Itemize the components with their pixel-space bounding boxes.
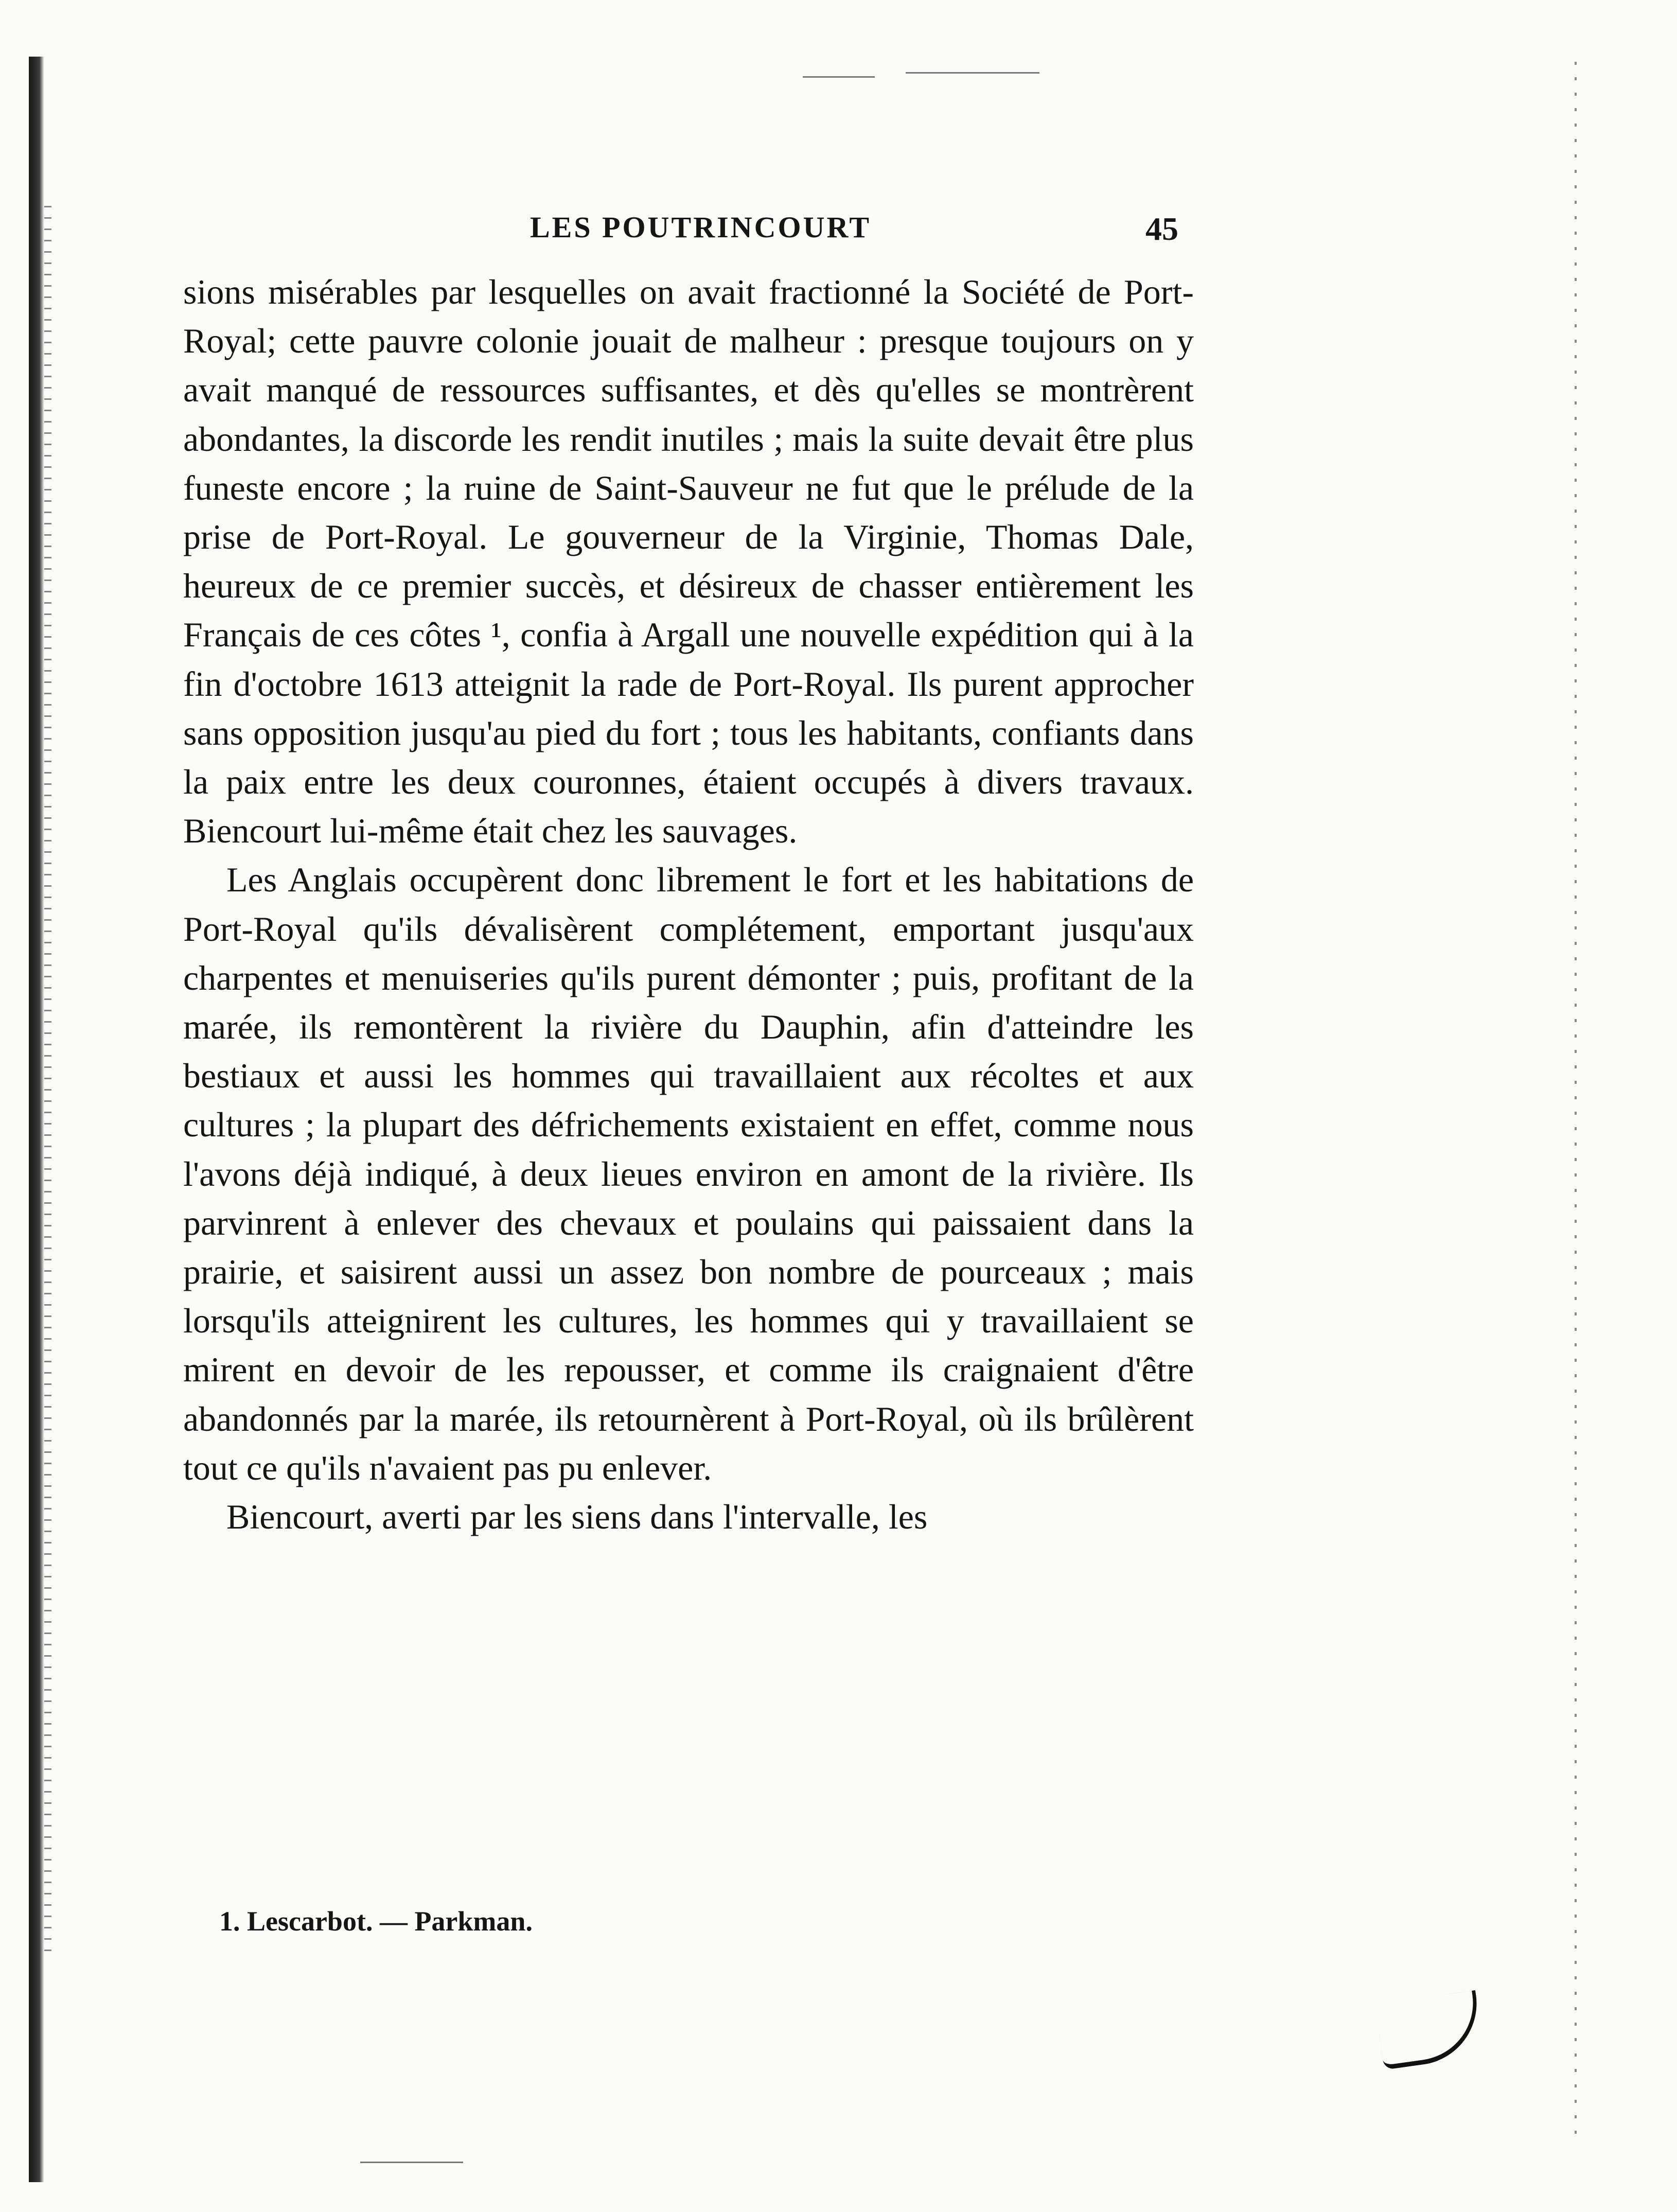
book-spine-shadow (29, 57, 44, 2182)
scan-mark (906, 72, 1039, 74)
body-text (183, 268, 1194, 1541)
spine-edge-fringe (44, 206, 51, 1956)
footnote: 1. Lescarbot. — Parkman. (219, 1906, 533, 1937)
paragraph-2: Les Anglais occupèrent donc librement le fort et les habitations de Port-Royal qu'ils dévalisèrent complétement, emportant jusqu'aux charpentes et menuiseries qu'ils purent démonter ; puis, profitant de la marée, ils remontèrent la rivière du Dauphin, afin d'atteindre les bestiaux et aussi les hommes qui travaillaient aux récoltes et aux cultures ; la plupart des défrichements existaient en effet, comme nous l'avons déjà indiqué, à deux lieues environ en amont de la rivière. Ils parvinrent à enlever des chevaux et poulains qui paissaient dans la prairie, et saisirent aussi un assez bon nombre de pourceaux ; mais lorsqu'ils atteignirent les cultures, les hommes qui y travaillaient se mirent en devoir de les repousser, et comme ils craignaient d'être abandonnés par la marée, ils retournèrent à Port-Royal, où ils brûlèrent tout ce qu'ils n'avaient pas pu enlever. (183, 860, 1194, 1487)
scan-mark (360, 2162, 463, 2163)
page-right-edge (1575, 62, 1577, 2146)
scan-mark (803, 76, 875, 78)
running-title: LES POUTRINCOURT (530, 210, 872, 244)
page-number: 45 (1145, 210, 1178, 247)
page-header (530, 210, 1178, 251)
paragraph-3: Biencourt, averti par les siens dans l'intervalle, les (226, 1497, 928, 1537)
paragraph-1: sions misérables par lesquelles on avait fractionné la Société de Port-Royal; cette pauvre colonie jouait de malheur : presque toujours on y avait manqué de ressources suffisantes, et dès qu'elles se montrèrent abondantes, la discorde les rendit inutiles ; mais la suite devait être plus funeste encore ; la ruine de Saint-Sauveur ne fut que le prélude de la prise de Port-Royal. Le gouverneur de la Virginie, Thomas Dale, heureux de ce premier succès, et désireux de chasser entièrement les Français de ces côtes ¹, confia à Argall une nouvelle expédition qui à la fin d'octobre 1613 atteignit la rade de Port-Royal. Ils purent approcher sans opposition jusqu'au pied du fort ; tous les habitants, confiants dans la paix entre les deux couronnes, étaient occupés à divers travaux. Biencourt lui-même était chez les sauvages. (183, 272, 1194, 851)
ink-curl-mark (1375, 1990, 1485, 2070)
